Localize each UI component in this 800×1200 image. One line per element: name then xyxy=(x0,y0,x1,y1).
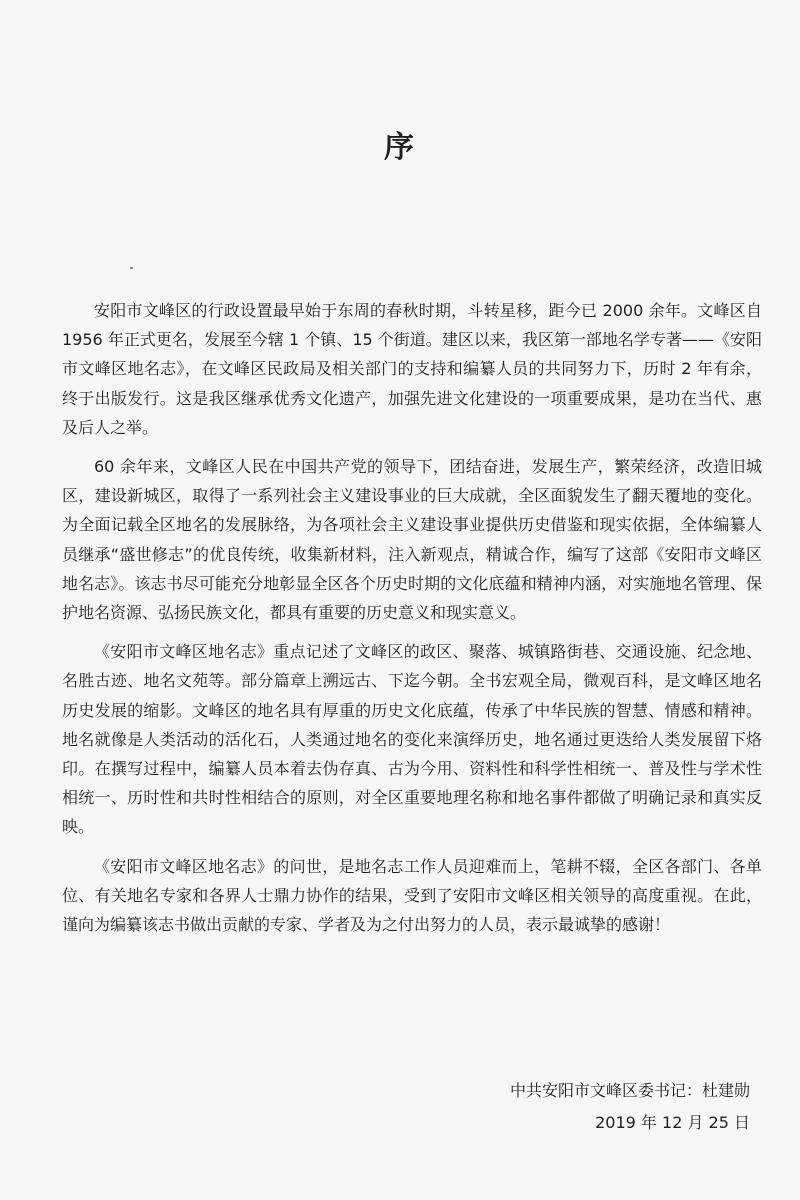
preface-body xyxy=(62,296,762,949)
signature-author: 中共安阳市文峰区委书记：杜建勋 xyxy=(509,1081,750,1100)
print-speck xyxy=(130,267,133,269)
paragraph: 《安阳市文峰区地名志》的问世，是地名志工作人员迎难而上，笔耕不辍，全区各部门、各单位、有关地名专家和各界人士鼎力协作的结果，受到了安阳市文峰区相关领导的高度重视。在此，谨向为编纂该志书做出贡献的专家、学者及为之付出努力的人员，表示最诚挚的感谢！ xyxy=(62,856,762,935)
signature-date: 2019 年 12 月 25 日 xyxy=(595,1113,750,1132)
paragraph: 安阳市文峰区的行政设置最早始于东周的春秋时期，斗转星移，距今已 2000 余年。文峰区自 1956 年正式更名，发展至今辖 1 个镇、15 个街道。建区以来，我区第一部地名学专著——《安阳市文峰区地名志》，在文峰区民政局及相关部门的支持和编纂人员的共同努力下，历时 2 年有余，终于出版发行。这是我区继承优秀文化遗产，加强先进文化建设的一项重要成果，是功在当代、惠及后人之举。 xyxy=(62,301,762,437)
paragraph: 60 余年来，文峰区人民在中国共产党的领导下，团结奋进，发展生产，繁荣经济，改造旧城区，建设新城区，取得了一系列社会主义建设事业的巨大成就，全区面貌发生了翻天覆地的变化。为全面记载全区地名的发展脉络，为各项社会主义建设事业提供历史借鉴和现实依据，全体编纂人员继承“盛世修志”的优良传统，收集新材料，注入新观点，精诚合作，编写了这部《安阳市文峰区地名志》。该志书尽可能充分地彰显全区各个历史时期的文化底蕴和精神内涵，对实施地名管理、保护地名资源、弘扬民族文化，都具有重要的历史意义和现实意义。 xyxy=(62,457,762,623)
signature-block xyxy=(510,1075,750,1139)
page-title: 序 xyxy=(384,130,416,165)
paragraph: 《安阳市文峰区地名志》重点记述了文峰区的政区、聚落、城镇路街巷、交通设施、纪念地、名胜古迹、地名文苑等。部分篇章上溯远古、下迄今朝。全书宏观全局，微观百科，是文峰区地名历史发展的缩影。文峰区的地名具有厚重的历史文化底蕴，传承了中华民族的智慧、情感和精神。地名就像是人类活动的活化石，人类通过地名的变化来演绎历史，地名通过更迭给人类发展留下烙印。在撰写过程中，编纂人员本着去伪存真、古为今用、资料性和科学性相统一、普及性与学术性相统一、历时性和共时性相结合的原则，对全区重要地理名称和地名事件都做了明确记录和真实反映。 xyxy=(62,642,762,837)
